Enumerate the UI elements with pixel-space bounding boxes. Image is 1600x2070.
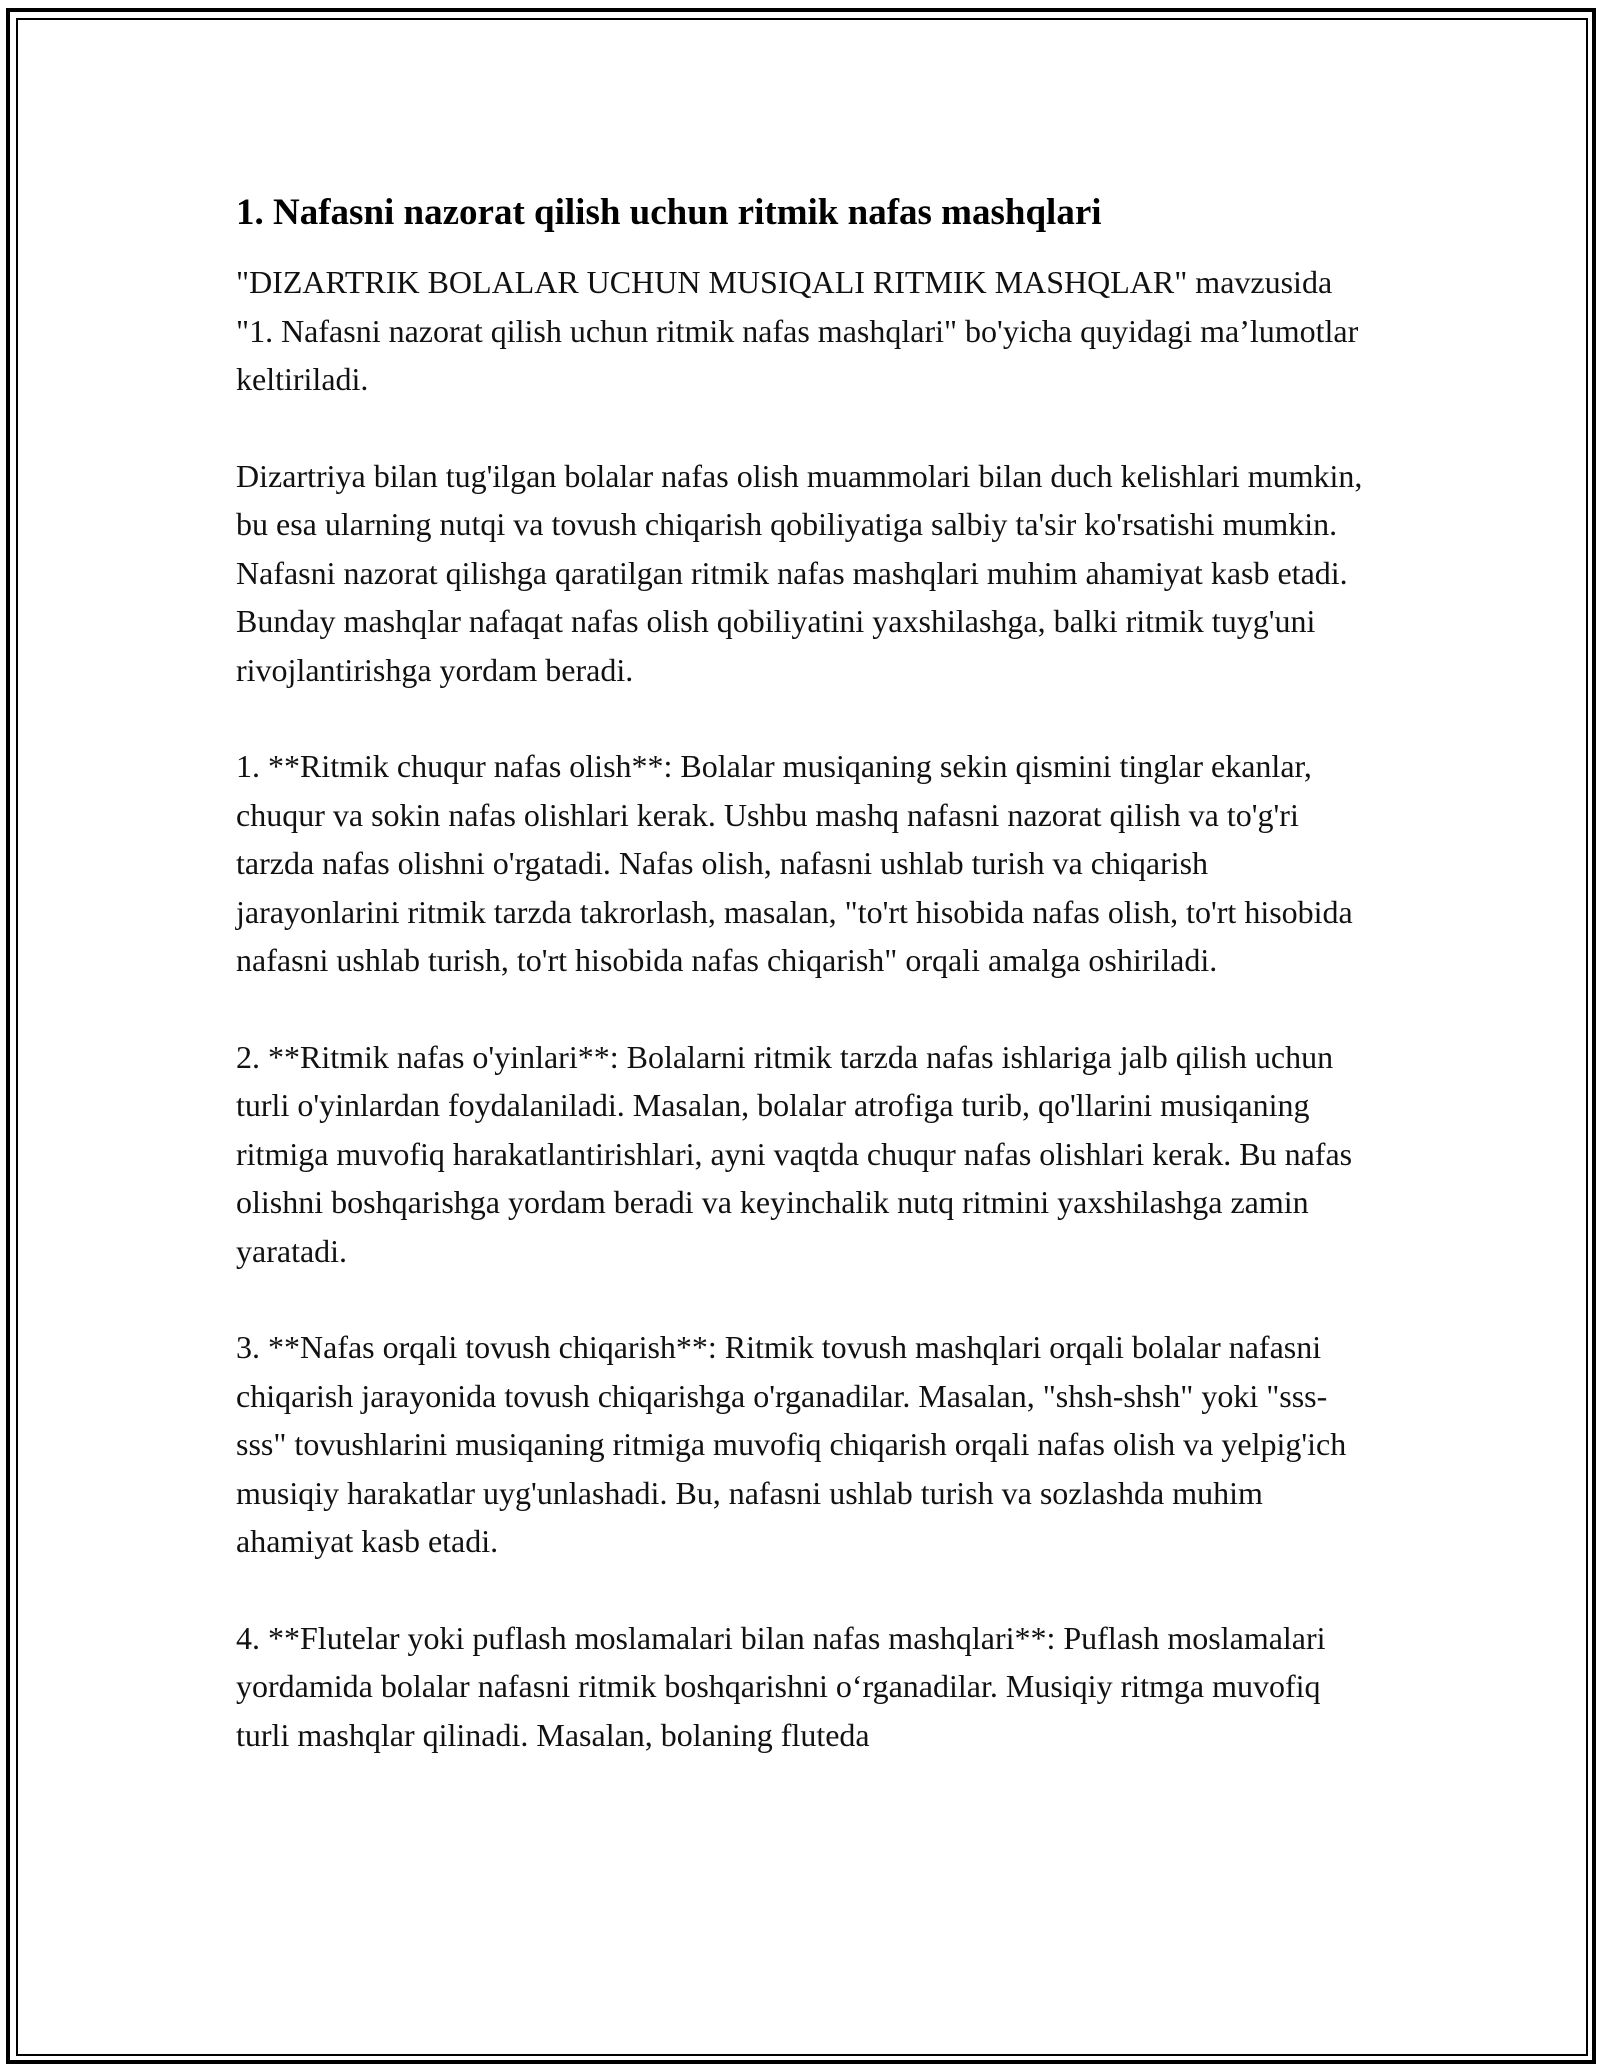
context-paragraph: Dizartriya bilan tug'ilgan bolalar nafas olish muammolari bilan duch kelishlari mumkin, bu esa ularning nutqi va tovush chiqarish qobiliyatiga salbiy ta'sir ko'rsatishi mumkin. Nafasni nazorat qilishga qaratilgan ritmik nafas mashqlari muhim ahamiyat kasb etadi. Bunday mashqlar nafaqat nafas olish qobiliyatini yaxshilashga, balki ritmik tuyg'uni rivojlantirishga yordam beradi. [236,457,1363,688]
exercise-item-2: 2. **Ritmik nafas o'yinlari**: Bolalarni ritmik tarzda nafas ishlariga jalb qilish uchun turli o'yinlardan foydalaniladi. Masalan, bolalar atrofiga turib, qo'llarini musiqaning ritmiga muvofiq harakatlantirishlari, ayni vaqtda chuqur nafas olishlari kerak. Bu nafas olishni boshqarishga yordam beradi va keyinchalik nutq ritmini yaxshilashga zamin yaratadi. [236,1038,1353,1269]
exercise-item-4: 4. **Flutelar yoki puflash moslamalari bilan nafas mashqlari**: Puflash moslamalari yordamida bolalar nafasni ritmik boshqarishni o‘rganadilar. Musiqiy ritmga muvofiq turli mashqlar qilinadi. Masalan, bolaning fluteda [236,1619,1326,1753]
exercise-item-3: 3. **Nafas orqali tovush chiqarish**: Ritmik tovush mashqlari orqali bolalar nafasni chiqarish jarayonida tovush chiqarishga o'rganadilar. Masalan, "shsh-shsh" yoki "sss-sss" tovushlarini musiqaning ritmiga muvofiq chiqarish orqali nafas olish va yelpig'ich musiqiy harakatlar uyg'unlashadi. Bu, nafasni ushlab turish va sozlashda muhim ahamiyat kasb etadi. [236,1329,1347,1559]
intro-paragraph: "DIZARTRIK BOLALAR UCHUN MUSIQALI RITMIK MASHQLAR" mavzusida "1. Nafasni nazorat qilish uchun ritmik nafas mashqlari" bo'yicha quyidagi ma’lumotlar keltiriladi. [236,264,1359,397]
document-title: 1. Nafasni nazorat qilish uchun ritmik nafas mashqlari [236,192,1102,233]
document-body [236,188,1376,1759]
exercise-item-1: 1. **Ritmik chuqur nafas olish**: Bolalar musiqaning sekin qismini tinglar ekanlar, chuqur va sokin nafas olishlari kerak. Ushbu mashq nafasni nazorat qilish va to'g'ri tarzda nafas olishni o'rgatadi. Nafas olish, nafasni ushlab turish va chiqarish jarayonlarini ritmik tarzda takrorlash, masalan, "to'rt hisobida nafas olish, to'rt hisobida nafasni ushlab turish, to'rt hisobida nafas chiqarish" orqali amalga oshiriladi. [236,748,1353,978]
